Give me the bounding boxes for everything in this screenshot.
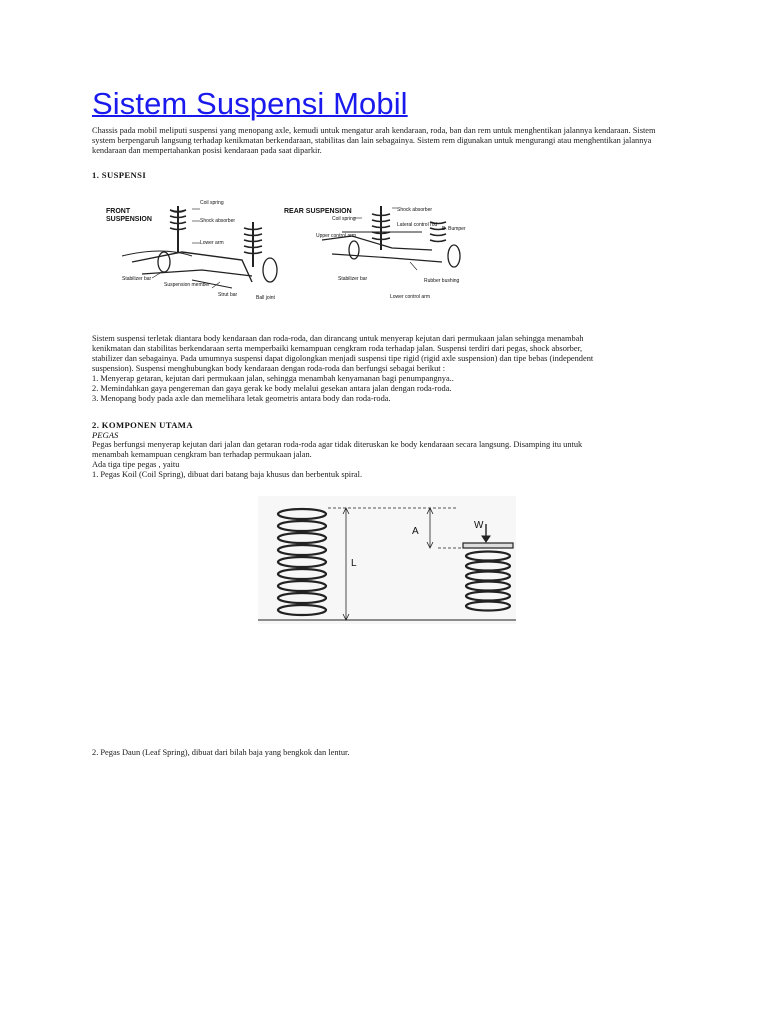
section2-line: menambah kemampuan cengkram ban terhadap permukaan jalan. — [92, 450, 312, 459]
leaf-spring-line — [92, 748, 692, 758]
section1-list-item: 3. Menopang body pada axle dan memelihara letak geometris antara body dan roda-roda. — [92, 394, 391, 403]
section2-line: 1. Pegas Koil (Coil Spring), dibuat dari batang baja khusus dan berbentuk spiral. — [92, 470, 363, 479]
section1-list-item: 2. Memindahkan gaya pengereman dan gaya gerak ke body melalui gesekan antara jalan dengan roda-roda. — [92, 384, 452, 393]
section1-body — [92, 334, 692, 404]
section-heading-suspensi: 1. SUSPENSI — [92, 170, 147, 180]
label-lateral-control-rod: Lateral control rod — [397, 222, 438, 228]
section1-list-item: 1. Menyerap getaran, kejutan dari permukaan jalan, sehingga menambah kenyamanan bagi penumpangnya.. — [92, 374, 454, 383]
label-shock-absorber-front: Shock absorber — [200, 218, 236, 224]
load-label-w: W — [474, 520, 484, 531]
intro-paragraph: Chassis pada mobil meliputi suspensi yang menopang axle, kemudi untuk mengatur arah kendaraan, roda, ban dan rem untuk menghentikan jalannya kendaraan. Sistem system berpengaruh langsung terhadap kenikmatan berkendaraan, stabilitas dan lain sebagainya. Sistem rem digunakan untuk mengurangi atau menghentikan jalannya kendaraan dan mempertahankan posisi kendaraan pada saat diparkir. — [92, 126, 656, 155]
suspension-diagram — [92, 192, 484, 310]
label-coil-spring-rear: Coil spring — [332, 216, 356, 222]
label-bumper: B. Bumper — [442, 226, 466, 232]
label-upper-control-arm: Upper control arm — [316, 233, 357, 239]
label-stabilizer-bar-front: Stabilizer bar — [122, 276, 152, 282]
front-suspension-title-line1: FRONT — [106, 208, 131, 215]
section1-line: stabilizer dan sebagainya. Pada umumnya suspensi dapat digolongkan menjadi suspensi tipe rigid (rigid axle suspension) dan tipe bebas (independent — [92, 354, 594, 363]
section2-body — [92, 440, 692, 480]
subheading-pegas: PEGAS — [92, 430, 119, 440]
label-ball-joint: Ball joint — [256, 295, 275, 301]
section2-list-item: 2. Pegas Daun (Leaf Spring), dibuat dari bilah baja yang bengkok dan lentur. — [92, 748, 350, 757]
label-shock-absorber-rear: Shock absorber — [397, 207, 433, 213]
section1-line: kenikmatan dan stabilitas berkendaraan serta memperbaiki kemampuan cengkram roda terhadap jalan. Suspensi terdiri dari pegas, shock absorber, — [92, 344, 583, 353]
label-rubber-bushing: Rubber bushing — [424, 278, 460, 284]
front-suspension-title-line2: SUSPENSION — [106, 216, 152, 223]
label-suspension-member: Suspension member — [164, 282, 210, 288]
section1-line: Sistem suspensi terletak diantara body kendaraan dan roda-roda, dan dirancang untuk menyerap kejutan dari permukaan jalan sehingga menambah — [92, 334, 584, 343]
label-coil-spring-front: Coil spring — [200, 200, 224, 206]
dimension-label-a: A — [412, 526, 419, 537]
dimension-label-l: L — [351, 558, 357, 569]
section-heading-komponen: 2. KOMPONEN UTAMA — [92, 420, 193, 430]
page-title[interactable]: Sistem Suspensi Mobil — [92, 86, 408, 121]
rear-suspension-title: REAR SUSPENSION — [284, 208, 352, 215]
coil-spring-diagram — [258, 496, 516, 624]
label-lower-arm-front: Lower arm — [200, 240, 224, 246]
label-strut-bar: Strut bar — [218, 292, 238, 298]
section1-line: suspension). Suspensi menghubungkan body kendaraan dengan roda-roda dan berfungsi sebagai berikut : — [92, 364, 446, 373]
section2-line: Ada tiga tipe pegas , yaitu — [92, 460, 180, 469]
label-lower-control-arm: Lower control arm — [390, 294, 431, 300]
section2-line: Pegas berfungsi menyerap kejutan dari jalan dan getaran roda-roda agar tidak diteruskan ke body kendaraan secara langsung. Disamping itu untuk — [92, 440, 583, 449]
label-stabilizer-bar-rear: Stabilizer bar — [338, 276, 368, 282]
